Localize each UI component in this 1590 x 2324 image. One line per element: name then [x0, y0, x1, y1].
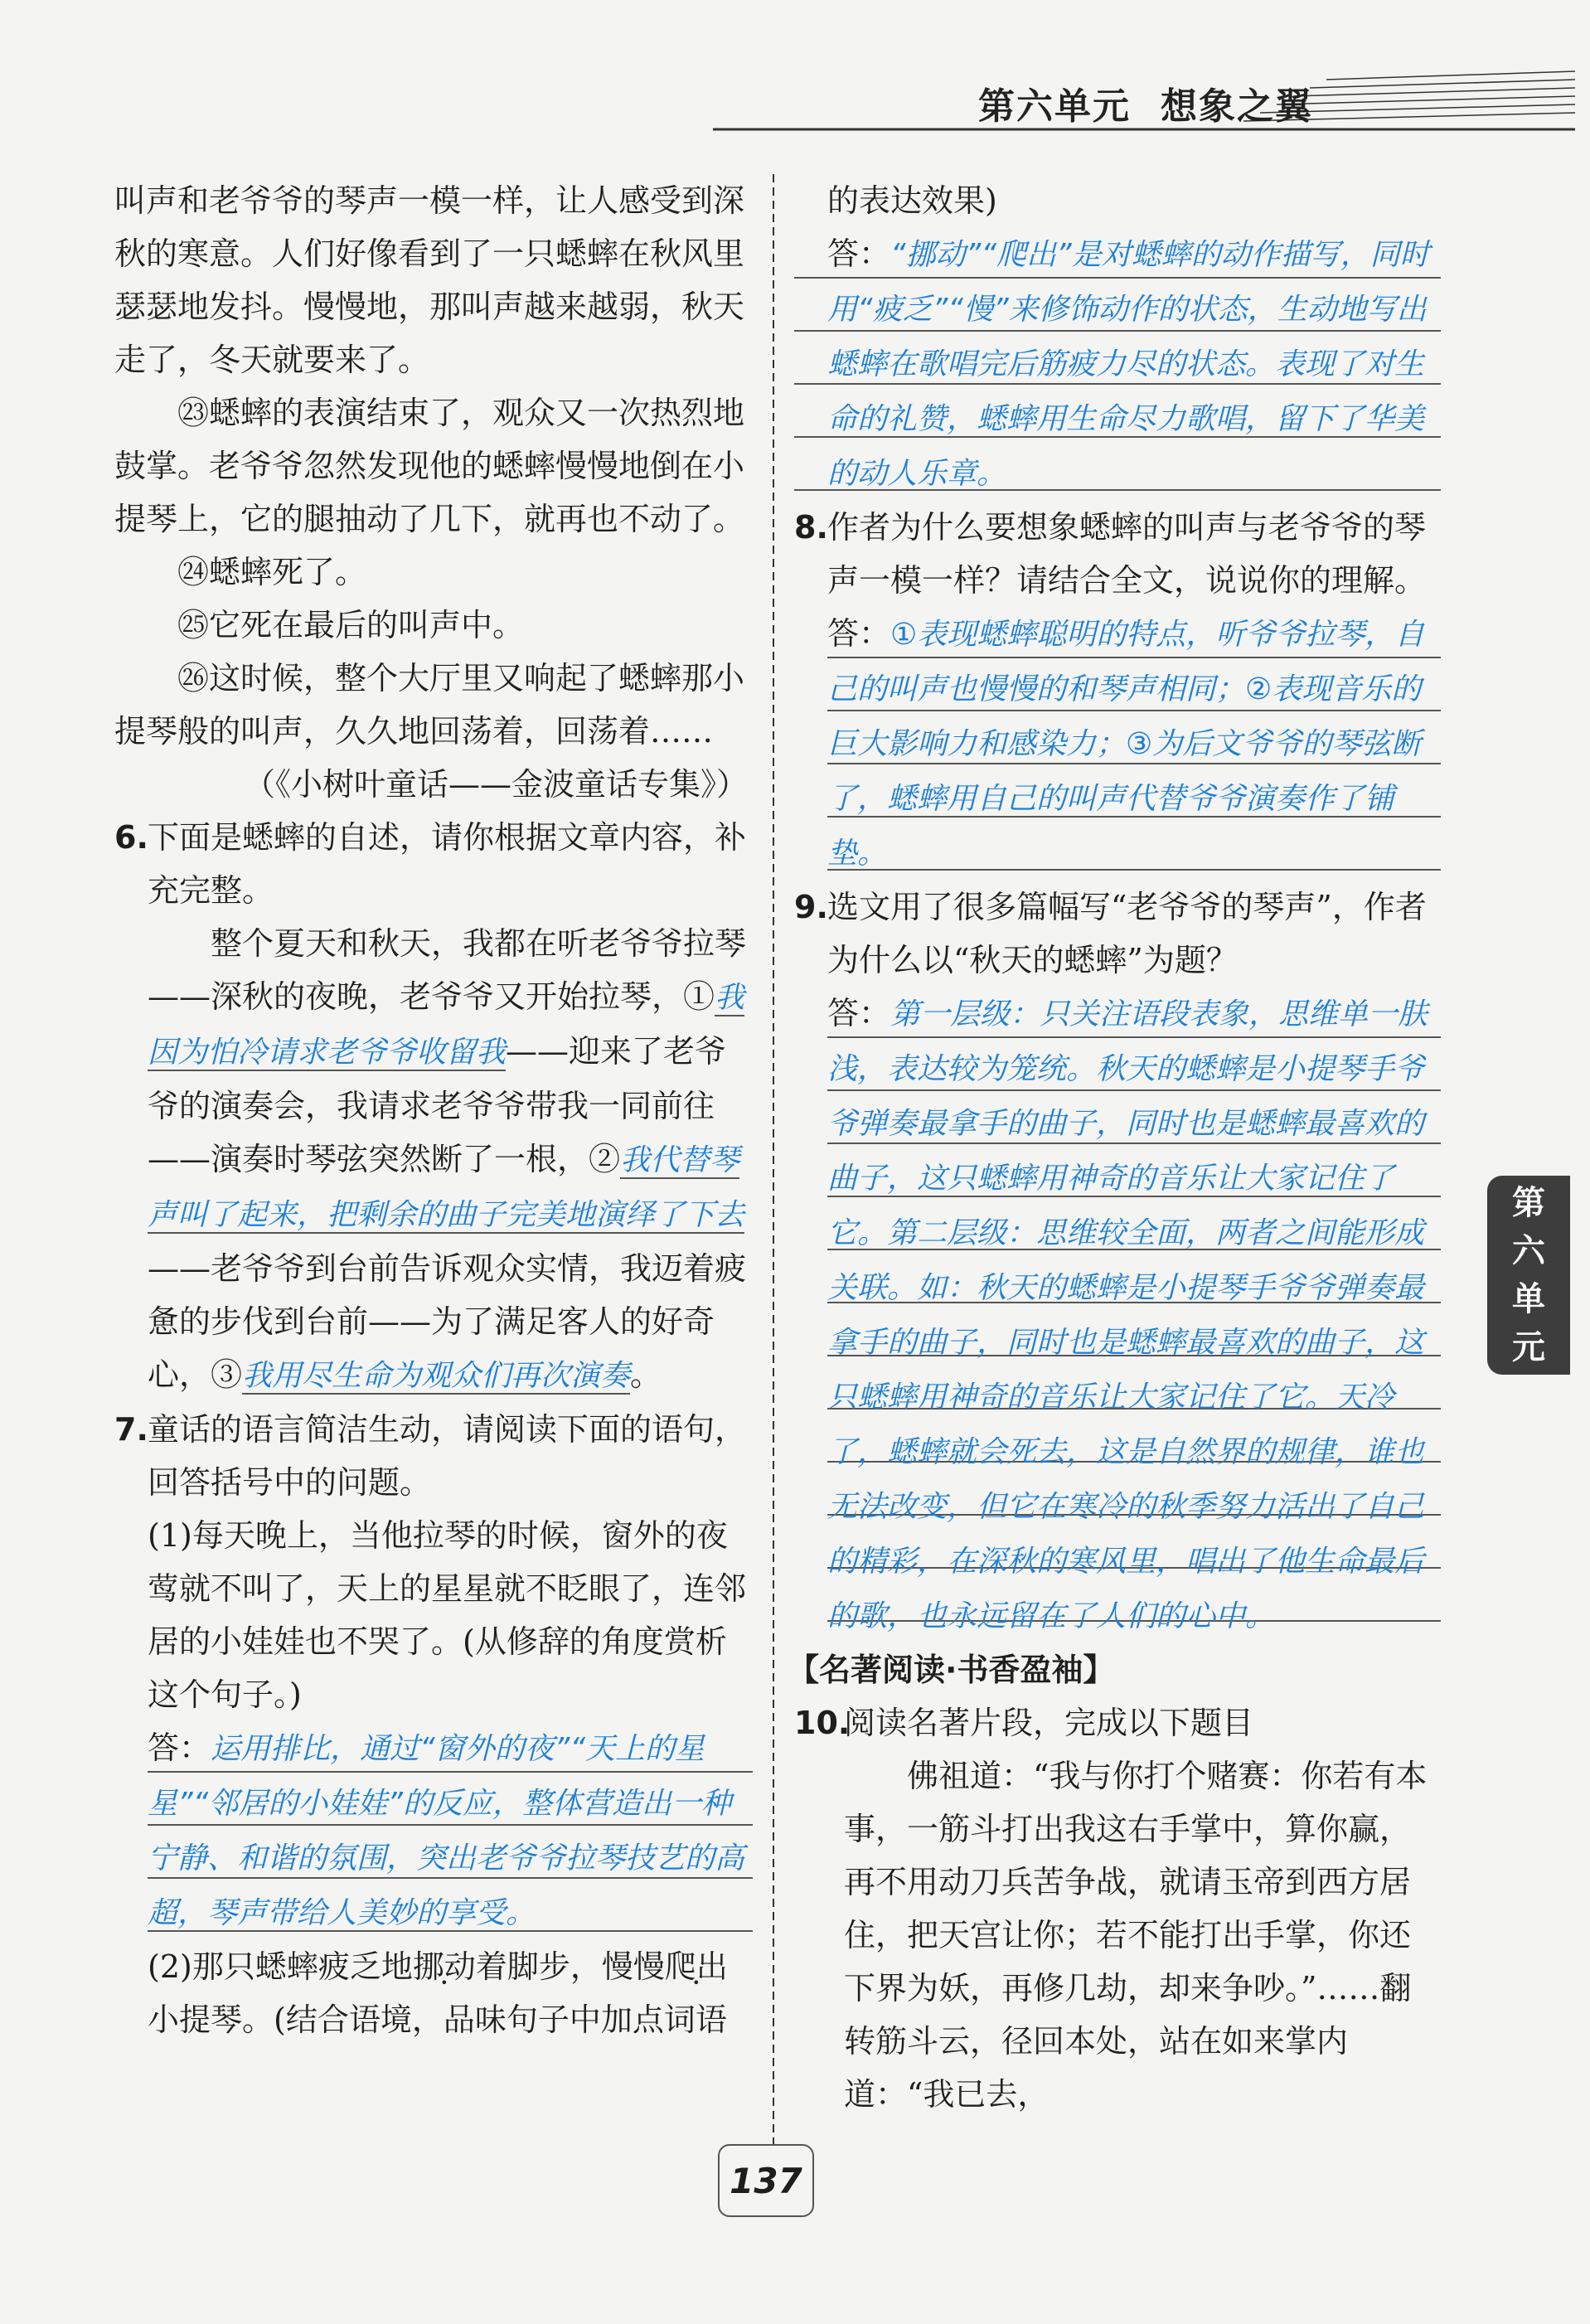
section-title: 【名著阅读·书香盈袖】 — [788, 1652, 1115, 1688]
story-paragraph-24: ㉔蟋蟀死了。 — [177, 554, 367, 590]
question-9-answer — [827, 987, 1441, 1643]
answer-label: 答： — [148, 1730, 211, 1766]
dotted-word-1: 挪动 — [412, 1948, 476, 1985]
question-8-answer — [827, 607, 1441, 881]
question-10-number: 10. — [794, 1705, 851, 1741]
question-9-number: 9. — [794, 889, 828, 925]
page-number-text: 137 — [730, 2160, 802, 2201]
dotted-word-2: 爬出 — [664, 1948, 728, 1985]
question-9-answer-text: 第一层级：只关注语段表象，思维单一肤浅，表达较为笼统。秋天的蟋蟀是小提琴手爷爷弹奏最拿手的曲子，同时也是蟋蟀最喜欢的曲子，这只蟋蟀用神奇的音乐让大家记住了它。第二层级：思维较全面，两者之间能形成关联。如：秋天的蟋蟀是小提琴手爷爷弹奏最拿手的曲子，同时也是蟋蟀最喜欢的曲子，这只蟋蟀用神奇的音乐让大家记住了它。天冷了，蟋蟀就会死去，这是自然界的规律，谁也无法改变，但它在寒冷的秋季努力活出了自己的精彩，在深秋的寒风里，唱出了他生命最后的歌，也永远留在了人们的心中。 — [827, 997, 1428, 1633]
question-8-number: 8. — [794, 509, 828, 546]
story-paragraph-26: ㉖这时候，整个大厅里又响起了蟋蟀那小提琴般的叫声，久久地回荡着，回荡着…… — [114, 660, 745, 750]
question-7-sub1: (1)每天晚上，当他拉琴的时候，窗外的夜莺就不叫了，天上的星星就不眨眼了，连邻居的小娃娃也不哭了。(从修辞的角度赏析这个句子。) — [148, 1517, 747, 1713]
question-7-answer-1 — [148, 1721, 753, 1940]
question-7 — [114, 1403, 753, 2046]
question-6-s4: 。 — [630, 1356, 662, 1393]
unit-side-tab-label: 第 六 单 元 — [1512, 1184, 1545, 1366]
question-6-text: 下面是蟋蟀的自述，请你根据文章内容，补充完整。 — [148, 819, 747, 909]
question-7-answer-2 — [794, 227, 1441, 501]
right-column — [788, 174, 1441, 2121]
question-7-answer-2-text: “挪动”“爬出”是对蟋蟀的动作描写，同时用“疲乏”“慢”来修饰动作的状态，生动地写出蟋蟀在歌唱完后筋疲力尽的状态。表现了对生命的礼赞，蟋蟀用生命尽力歌唱，留下了华美的动人乐章。 — [827, 238, 1430, 491]
question-10 — [794, 1696, 1441, 2121]
column-divider — [771, 174, 776, 2147]
answer-label: 答： — [827, 995, 891, 1031]
answer-blank-2: 我代替琴声叫了起来，把剩余的曲子完美地演绎了下去 — [148, 1143, 745, 1232]
question-7-text: 童话的语言简洁生动，请阅读下面的语句，回答括号中的问题。 — [148, 1411, 747, 1501]
page-number — [718, 2144, 814, 2217]
header-title — [978, 76, 1313, 129]
question-8-answer-text: ①表现蟋蟀聪明的特点，听爷爷拉琴，自己的叫声也慢慢的和琴声相同；②表现音乐的巨大影响力和感染力；③为后文爷爷的琴弦断了，蟋蟀用自己的叫声代替爷爷演奏作了铺垫。 — [827, 618, 1425, 871]
question-7-sub2-pre: (2)那只蟋蟀疲乏地 — [148, 1948, 413, 1985]
answer-label: 答： — [827, 235, 891, 272]
unit-side-tab — [1487, 1176, 1570, 1375]
question-6-s3: ——老爷爷到台前告诉观众实情，我迈着疲惫的步伐到台前——为了满足客人的好奇心，③ — [148, 1250, 747, 1393]
question-9 — [794, 881, 1441, 1643]
story-source: （《小树叶童话——金波童话专集》） — [243, 766, 748, 803]
question-7-sub2-mid: 着脚步，慢慢 — [475, 1948, 665, 1985]
question-6 — [114, 811, 753, 1403]
story-paragraph-23: ㉓蟋蟀的表演结束了，观众又一次热烈地鼓掌。老爷爷忽然发现他的蟋蟀慢慢地倒在小提琴上，它的腿抽动了几下，就再也不动了。 — [114, 395, 745, 537]
question-6-s2: ——迎来了老爷爷的演奏会，我请求老爷爷带我一同前往——演奏时琴弦突然断了一根，② — [148, 1033, 727, 1177]
question-9-text: 选文用了很多篇幅写“老爷爷的琴声”，作者为什么以“秋天的蟋蟀”为题？ — [827, 889, 1427, 978]
question-8-text: 作者为什么要想象蟋蟀的叫声与老爷爷的琴声一模一样？请结合全文，说说你的理解。 — [827, 509, 1427, 599]
header-theme: 想象之翼 — [1161, 85, 1313, 128]
answer-blank-1: 我因为怕冷请求老爷爷收留我 — [148, 981, 745, 1070]
header-unit: 第六单元 — [978, 85, 1131, 128]
story-paragraph-22: 叫声和老爷爷的琴声一模一样，让人感受到深秋的寒意。人们好像看到了一只蟋蟀在秋风里瑟瑟地发抖。慢慢地，那叫声越来越弱，秋天走了，冬天就要来了。 — [114, 182, 745, 378]
question-7-number: 7. — [114, 1411, 148, 1448]
answer-blank-3: 我用尽生命为观众们再次演奏 — [242, 1359, 631, 1393]
story-paragraph-25: ㉕它死在最后的叫声中。 — [177, 607, 525, 643]
question-6-s1: 整个夏天和秋天，我都在听老爷爷拉琴——深秋的夜晚，老爷爷又开始拉琴，① — [148, 925, 747, 1015]
answer-label: 答： — [827, 615, 891, 652]
question-10-text: 阅读名著片段，完成以下题目 — [844, 1705, 1254, 1741]
question-6-passage — [148, 917, 753, 1403]
question-7-sub2-post: 小提琴。(结合语境，品味句子中加点词语 — [148, 2001, 727, 2038]
question-10-passage: 佛祖道：“我与你打个赌赛：你若有本事，一筋斗打出我这右手掌中，算你赢，再不用动刀兵苦争战，就请玉帝到西方居住，把天宫让你；若不能打出手掌，你还下界为妖，再修几劫，却来争吵。”……翻转筋斗云，径回本处，站在如来掌内道：“我已去， — [844, 1758, 1428, 2113]
left-column — [114, 174, 753, 2046]
question-8 — [794, 501, 1441, 881]
question-7-answer-1-text: 运用排比，通过“窗外的夜”“天上的星星”“邻居的小娃娃”的反应，整体营造出一种宁静、和谐的氛围，突出老爷爷拉琴技艺的高超，琴声带给人美妙的享受。 — [148, 1732, 745, 1930]
question-6-number: 6. — [114, 819, 148, 856]
question-7-sub2 — [148, 1940, 753, 2046]
question-7-continuation: 的表达效果) — [827, 182, 997, 219]
